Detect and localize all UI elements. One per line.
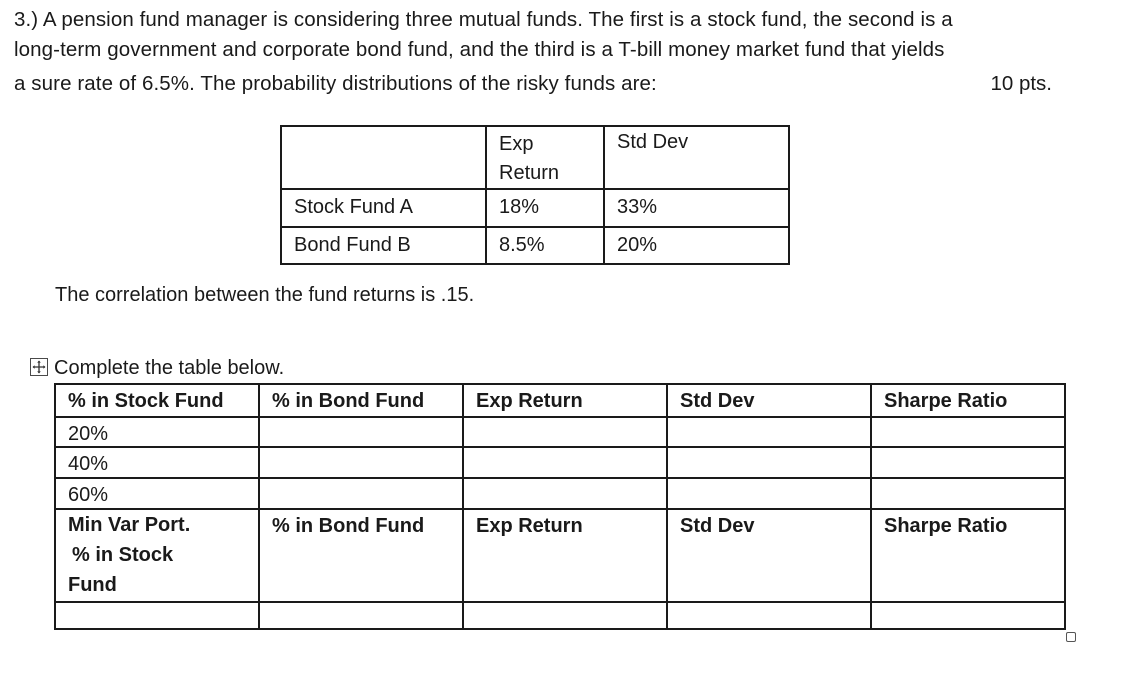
fund-exp-return-cell[interactable]: 8.5% — [486, 227, 604, 264]
table-row — [281, 189, 789, 227]
empty-cell[interactable] — [55, 602, 259, 629]
empty-cell[interactable] — [871, 602, 1065, 629]
header-exp-line2: Return — [499, 162, 560, 184]
empty-cell[interactable] — [667, 447, 871, 478]
table-row — [281, 227, 789, 264]
fund-name-cell[interactable]: Stock Fund A — [281, 189, 486, 227]
min-var-line3: Fund — [68, 574, 117, 596]
question-line-3: a sure rate of 6.5%. The probability distributions of the risky funds are: — [14, 72, 657, 95]
question-line-2: long-term government and corporate bond fund, and the third is a T-bill money market fund that yields — [14, 38, 945, 61]
resize-icon[interactable] — [1066, 632, 1076, 642]
fund-std-dev-cell[interactable]: 20% — [604, 227, 789, 264]
empty-cell[interactable] — [667, 602, 871, 629]
min-var-header-row — [55, 509, 1065, 602]
fund-table-header-std-dev[interactable]: Std Dev — [604, 126, 789, 189]
points-label: 10 pts. — [990, 72, 1052, 95]
min-var-header-exp-return[interactable]: Exp Return — [463, 509, 667, 602]
empty-cell[interactable] — [871, 478, 1065, 509]
table-row — [55, 602, 1065, 629]
fund-exp-return-cell[interactable]: 18% — [486, 189, 604, 227]
pct-stock-cell[interactable]: 40% — [55, 447, 259, 478]
complete-table — [54, 383, 1066, 630]
empty-cell[interactable] — [259, 447, 463, 478]
table-row — [55, 447, 1065, 478]
empty-cell[interactable] — [259, 417, 463, 447]
table-row — [55, 417, 1065, 447]
min-var-label-cell[interactable] — [55, 509, 259, 602]
header-exp-return[interactable]: Exp Return — [463, 384, 667, 417]
min-var-line2: % in Stock — [72, 544, 174, 566]
header-pct-bond[interactable]: % in Bond Fund — [259, 384, 463, 417]
fund-table-corner-cell[interactable] — [281, 126, 486, 189]
empty-cell[interactable] — [463, 447, 667, 478]
fund-distribution-table — [280, 125, 790, 265]
empty-cell[interactable] — [463, 602, 667, 629]
header-exp-line1: Exp — [499, 133, 534, 155]
table-header-row — [55, 384, 1065, 417]
complete-table-caption: Complete the table below. — [54, 357, 285, 379]
empty-cell[interactable] — [667, 478, 871, 509]
correlation-text: The correlation between the fund returns is .15. — [55, 284, 475, 306]
fund-std-dev-cell[interactable]: 33% — [604, 189, 789, 227]
empty-cell[interactable] — [463, 417, 667, 447]
question-line-1: 3.) A pension fund manager is considering three mutual funds. The first is a stock fund, the second is a — [14, 8, 953, 31]
empty-cell[interactable] — [667, 417, 871, 447]
table-row — [55, 478, 1065, 509]
header-std-dev[interactable]: Std Dev — [667, 384, 871, 417]
fund-table-header-exp-return[interactable] — [486, 126, 604, 189]
pct-stock-cell[interactable]: 20% — [55, 417, 259, 447]
header-pct-stock[interactable]: % in Stock Fund — [55, 384, 259, 417]
move-icon-glyph — [32, 360, 46, 374]
header-sharpe-ratio[interactable]: Sharpe Ratio — [871, 384, 1065, 417]
empty-cell[interactable] — [871, 447, 1065, 478]
min-var-header-std-dev[interactable]: Std Dev — [667, 509, 871, 602]
empty-cell[interactable] — [259, 478, 463, 509]
empty-cell[interactable] — [871, 417, 1065, 447]
min-var-header-pct-bond[interactable]: % in Bond Fund — [259, 509, 463, 602]
pct-stock-cell[interactable]: 60% — [55, 478, 259, 509]
move-icon[interactable] — [30, 358, 48, 376]
min-var-line1: Min Var Port. — [68, 514, 191, 536]
fund-name-cell[interactable]: Bond Fund B — [281, 227, 486, 264]
min-var-header-sharpe-ratio[interactable]: Sharpe Ratio — [871, 509, 1065, 602]
empty-cell[interactable] — [463, 478, 667, 509]
empty-cell[interactable] — [259, 602, 463, 629]
